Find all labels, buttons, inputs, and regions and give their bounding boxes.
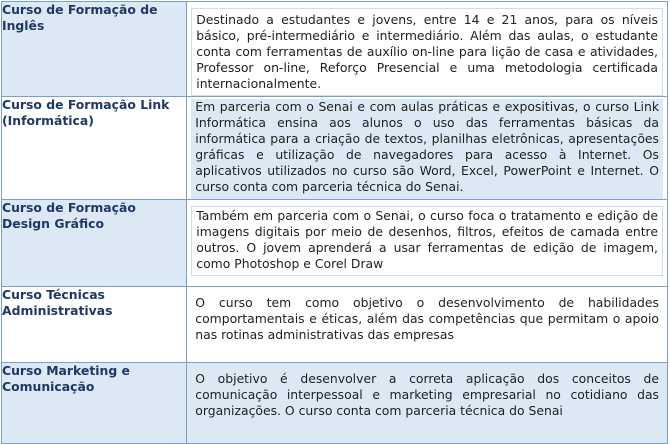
course-description-text: Destinado a estudantes e jovens, entre 14 e 21 anos, para os níveis básico, pré-intermediário e intermediário. Além das aulas, o estudante conta com ferramentas de auxílio on-line para lição de casa e atividades, Professor on-line, Reforço Presencial e uma metodologia certificada internacionalmente. [196,12,658,91]
course-name: Curso de Formação de Inglês [2,2,187,97]
course-description-text: Também em parceria com o Senai, o curso foca o tratamento e edição de imagens digitais por meio de desenhos, filtros, efeitos de camada entre outros. O jovem aprenderá a usar ferramentas de edição de imagem, como Photoshop e Corel Draw [196,208,658,271]
course-name: Curso de Formação Link (Informática) [2,97,187,200]
description-box [191,99,663,199]
course-description: O objetivo é desenvolver a correta aplicação dos conceitos de comunicação interpessoal e marketing empresarial no cotidiano das organizações. O curso conta com parceria técnica do Senai [187,363,668,444]
table-row [2,200,668,287]
table-row [2,2,668,97]
course-description-text: Em parceria com o Senai e com aulas práticas e expositivas, o curso Link Informática ensina aos alunos o uso das ferramentas básicas da informática para a criação de textos, planilhas eletrônicas, apresentações gráficas e utilização de navegadores para acesso à Internet. Os aplicativos utilizados no curso são Word, Excel, PowerPoint e Internet. O curso conta com parceria técnica do Senai. [195,99,659,194]
course-name: Curso de Formação Design Gráfico [2,200,187,287]
course-description: O curso tem como objetivo o desenvolvimento de habilidades comportamentais e éticas, além das competências que permitam o apoio nas rotinas administrativas das empresas [187,287,668,363]
course-description [187,97,668,200]
course-name: Curso Técnicas Administrativas [2,287,187,363]
table-row [2,97,668,200]
table-row [2,363,668,444]
course-description [187,200,668,287]
course-name: Curso Marketing e Comunicação [2,363,187,444]
courses-table [1,1,668,444]
description-box [191,206,663,276]
table-row [2,287,668,363]
description-box [191,8,663,96]
course-description [187,2,668,97]
